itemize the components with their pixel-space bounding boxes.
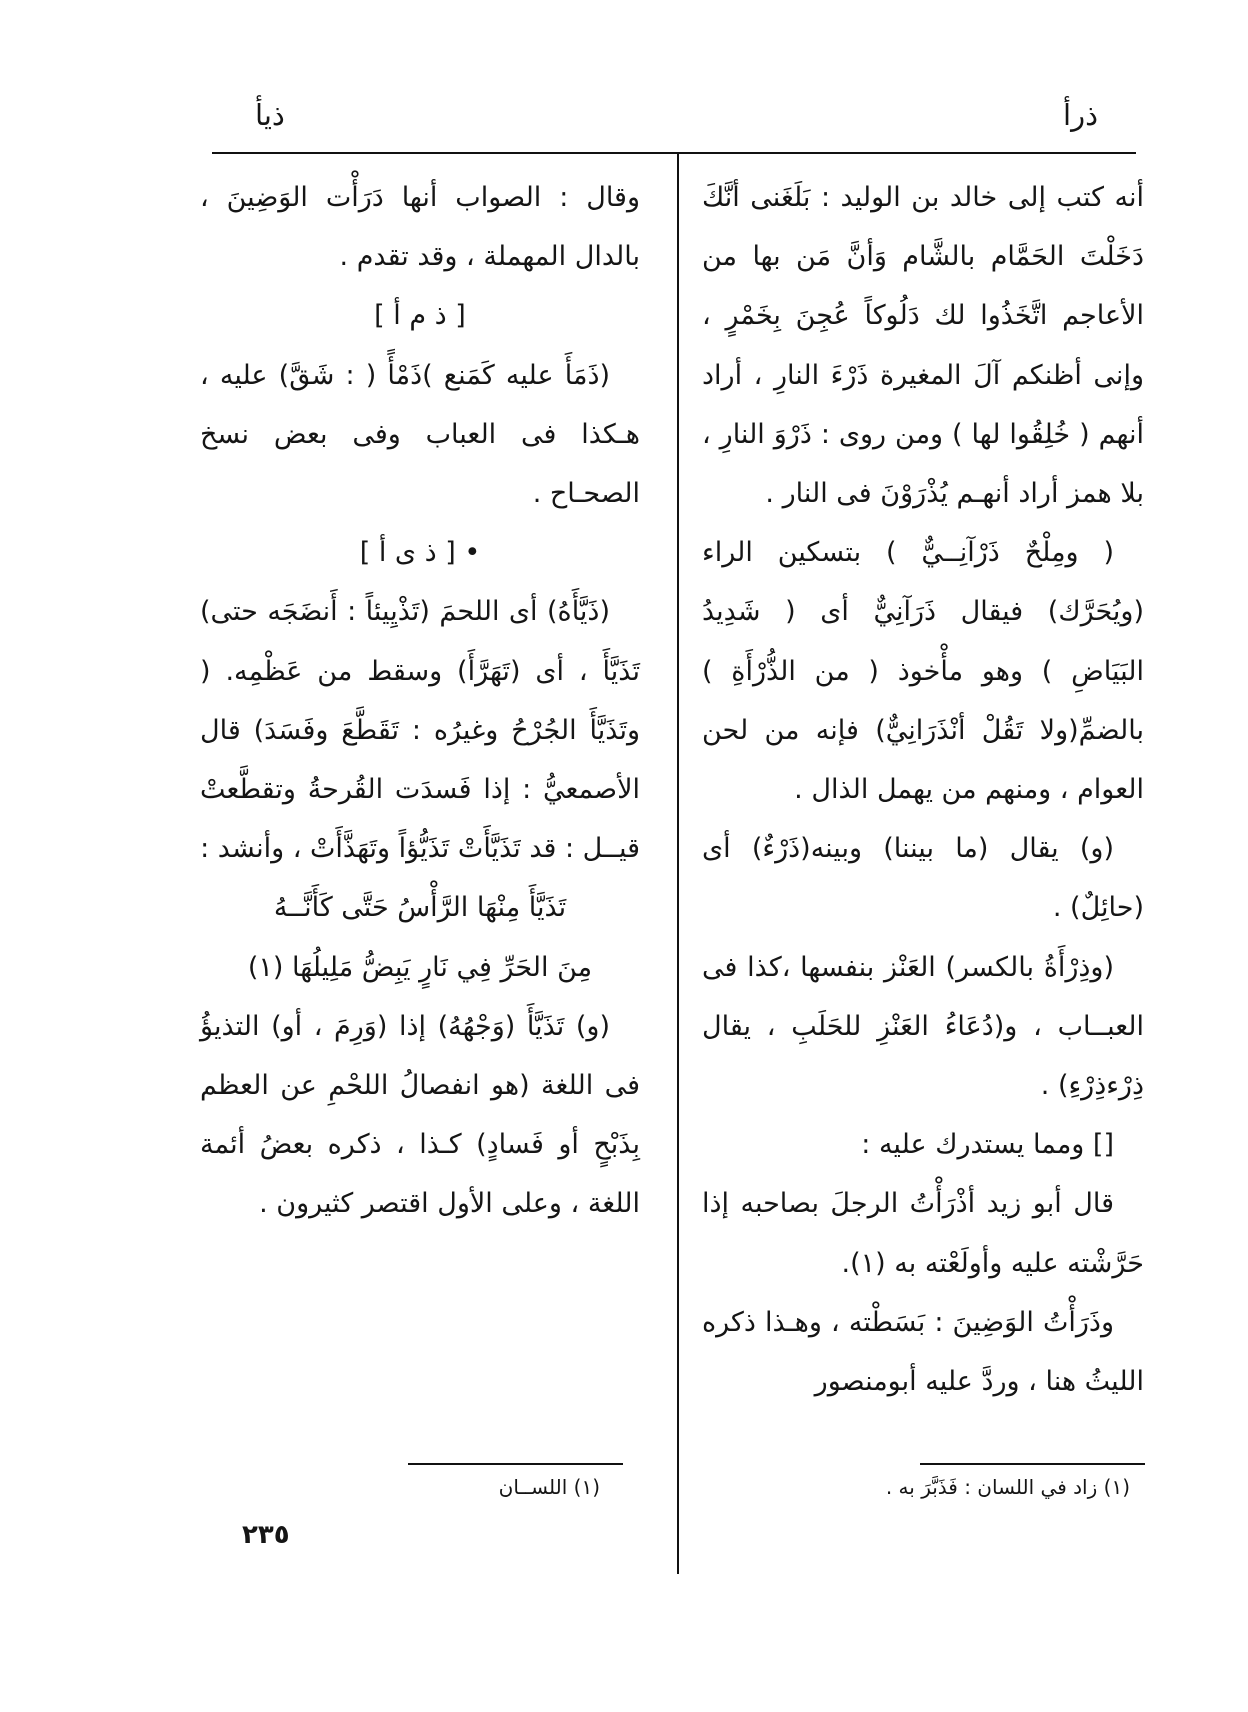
root-heading: • [ ذ ى أ ] [359, 537, 481, 569]
root-heading: [ ذ م أ ] [374, 300, 466, 332]
left-column [200, 168, 640, 1234]
entry-paragraph: (ذَيَّأَهُ) أى اللحمَ (تَذْيِيئاً : أَنضَجَه حتى) تَذَيَّأَ ، أى (تَهَرَّأَ) وسقط من عَظْمِه. ( وتَذَيَّأَ الجُرْحُ وغيرُه : تَقَطَّعَ وفَسَدَ) قال الأصمعيُّ : إذا فَسدَت القُرحةُ وتقطَّعتْ قيــل : قد تَذَيَّأَتْ تَذَيُّؤاً وتَهَذَّأَتْ ، وأنشد : [200, 596, 640, 865]
entry-paragraph: (و) تَذَيَّأَ (وَجْهُهُ) إذا (وَرِمَ ، أو) التذيؤُ فى اللغة (هو انفصالُ اللحْمِ عن العظم بِذَبْحٍ أو فَسادٍ) كـذا ، ذكره بعضُ أئمة اللغة ، وعلى الأول اقتصر كثيرون . [200, 1010, 640, 1220]
right-column [702, 168, 1144, 1411]
entry-paragraph: (وذِرْأَةُ بالكسر) العَنْز بنفسها ،كذا فى العبــاب ، و(دُعَاءُ العَنْزِ للحَلَبِ ، يقال ذِرْءذِرْءِ) . [702, 951, 1144, 1102]
footnote-rule-left [408, 1463, 623, 1465]
entry-paragraph: ( ومِلْحٌ ذَرْآنِــيٌّ ) بتسكين الراء (ويُحَرَّك) فيقال ذَرَآنِيٌّ أى ( شَدِيدُ البَيَاضِ ) وهو مأْخوذ ( من الذُّرْأَةِ ) بالضمِّ(ولا تَقُلْ أنْذَرَانِيٌّ) فإنه من لحن العوام ، ومنهم من يهمل الذال . [702, 537, 1144, 806]
running-head-left: ذيأ [255, 98, 285, 132]
entry-paragraph: وذَرَأْتُ الوَضِينَ : بَسَطْته ، وهـذا ذكره الليثُ هنا ، وردَّ عليه أبومنصور [702, 1306, 1144, 1398]
page-number: ٢٣٥ [242, 1520, 290, 1550]
footnote-rule-right [920, 1463, 1145, 1465]
column-divider [677, 154, 679, 1574]
verse-line: تَذَيَّأَ مِنْهَا الرَّأْسُ حَتَّى كَأَنَّــهُ [273, 892, 567, 924]
entry-paragraph: (ذَمَأَ عليه كَمَنع )ذَمْأً ( : شَقَّ) عليه ، هـكذا فى العباب وفى بعض نسخ الصحـاح . [200, 359, 640, 510]
entry-paragraph: وقال : الصواب أنها دَرَأْت الوَضِينَ ، بالدال المهملة ، وقد تقدم . [200, 182, 640, 273]
footnote-left: (١) اللســان [498, 1475, 600, 1499]
entry-paragraph: (و) يقال (ما بيننا) وبينه(ذَرْءٌ) أى (حائِلٌ) . [702, 833, 1144, 924]
verse-line: مِنَ الحَرِّ فِي نَارٍ يَبِضُّ مَلِيلُهَا (١) [247, 951, 593, 983]
entry-paragraph: قال أبو زيد أذْرَأْتُ الرجلَ بصاحبه إذا حَرَّشْته عليه وأولَعْته به (١). [702, 1188, 1144, 1279]
running-head-right: ذرأ [1063, 98, 1098, 132]
entry-paragraph: أنه كتب إلى خالد بن الوليد : بَلَغَنى أنَّكَ دَخَلْتَ الحَمَّام بالشَّام وَأنَّ مَن بها من الأعاجم اتَّخَذُوا لك دَلُوكاً عُجِنَ بِخَمْرٍ ، وإنى أظنكم آلَ المغيرة ذَرْءَ النارِ ، أراد أنهم ( خُلِقُوا لها ) ومن روى : ذَرْوَ النارِ ، بلا همز أراد أنهـم يُذْرَوْنَ فى النار . [702, 182, 1144, 510]
header-rule [212, 152, 1136, 154]
footnote-right: (١) زاد في اللسان : فَذَبَّرَ به . [885, 1475, 1130, 1499]
supplement-heading: [] ومما يستدرك عليه : [861, 1129, 1114, 1161]
